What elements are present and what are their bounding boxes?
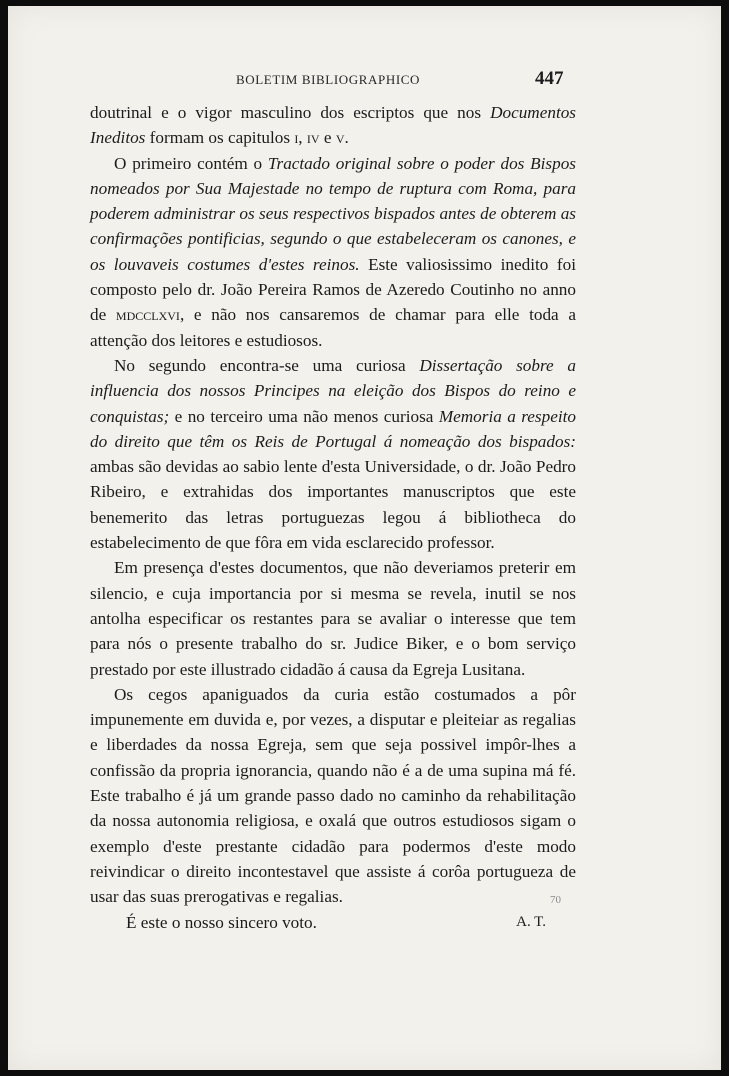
p3-title: Dissertação sobre a influencia dos nossos Principes na eleição dos Bispos do reino e conquistas; bbox=[90, 355, 576, 426]
stray-mark: 70 bbox=[550, 894, 561, 906]
p2-text: Este valiosissimo inedito foi composto pelo dr. João Pereira Ramos de Azeredo Coutinho no anno de bbox=[90, 254, 576, 325]
page-number: 447 bbox=[535, 68, 564, 89]
p1-title: Documentos Ineditos bbox=[90, 103, 576, 148]
p1-text: doutrinal e o vigor masculino dos escriptos que nos bbox=[90, 103, 491, 122]
paragraph-3 bbox=[90, 353, 576, 555]
p3-text: No segundo encontra-se uma curiosa bbox=[114, 355, 420, 375]
signature: A. T. bbox=[516, 913, 546, 930]
p2-text: , e não nos cansaremos de chamar para elle toda a attenção dos leitores e estudiosos. bbox=[90, 305, 576, 350]
running-head: BOLETIM BIBLIOGRAPHICO bbox=[236, 72, 421, 87]
paragraph-5: Os cegos apaniguados da curia estão costumados a pôr impunemente em duvida e, por vezes, a disputar e pleiteiar as regalias e liberdades da nossa Egreja, sem que seja possivel impôr-lhes a confissão da propria ignorancia, quando não é a de uma supina má fé. Este trabalho é já um grande passo dado no caminho da rehabilitação da nossa autonomia religiosa, e oxalá que outros estudiosos sigam o exemplo d'este prestante cidadão para podermos d'este modo reivindicar o direito incontestavel que assiste á corôa portugueza de usar das suas prerogativas e regalias. bbox=[90, 684, 576, 907]
closing-line bbox=[90, 910, 576, 935]
closing-text: É este o nosso sincero voto. bbox=[126, 912, 317, 932]
paragraph-2 bbox=[90, 151, 576, 353]
paragraph-1 bbox=[90, 100, 576, 151]
p1-text: formam os capitulos bbox=[145, 128, 295, 148]
paragraph-4: Em presença d'estes documentos, que não deveriamos preterir em silencio, e cuja importancia por si mesma se revela, inutil se nos antolha especificar os restantes para se avaliar o interesse que tem para nós o presente trabalho do sr. Judice Biker, e o bom serviço prestado por este illustrado cidadão á causa da Egreja Lusitana. bbox=[90, 558, 576, 679]
page-header bbox=[8, 68, 721, 92]
p2-year: mdcclxvi bbox=[115, 305, 180, 325]
p1-numeral: v bbox=[335, 128, 345, 148]
p3-title: Memoria a respeito do direito que têm os Reis de Portugal á nomeação dos bispados: bbox=[90, 406, 576, 451]
p2-text: O primeiro contém o bbox=[114, 153, 268, 173]
p3-text: e no terceiro uma não menos curiosa bbox=[169, 406, 439, 426]
p1-text: e bbox=[319, 128, 336, 148]
p3-text: ambas são devidas ao sabio lente d'esta Universidade, o dr. João Pedro Ribeiro, e extrahidas dos importantes manuscriptos que este benemerito das letras portuguezas legou á bibliotheca do estabelecimento de que fôra em vida esclarecido professor. bbox=[90, 457, 576, 553]
p1-text: . bbox=[344, 128, 349, 148]
p2-title: Tractado original sobre o poder dos Bispos nomeados por Sua Majestade no tempo de ruptura com Roma, para poderem administrar os seus respectivos bispados antes de obterem as confirmações pontificias, segundo o que estabeleceram os canones, e os louvaveis costumes d'estes reinos. bbox=[90, 153, 576, 274]
p1-numeral: i, iv bbox=[294, 128, 320, 148]
body-text bbox=[90, 100, 576, 935]
document-page bbox=[8, 6, 721, 1070]
